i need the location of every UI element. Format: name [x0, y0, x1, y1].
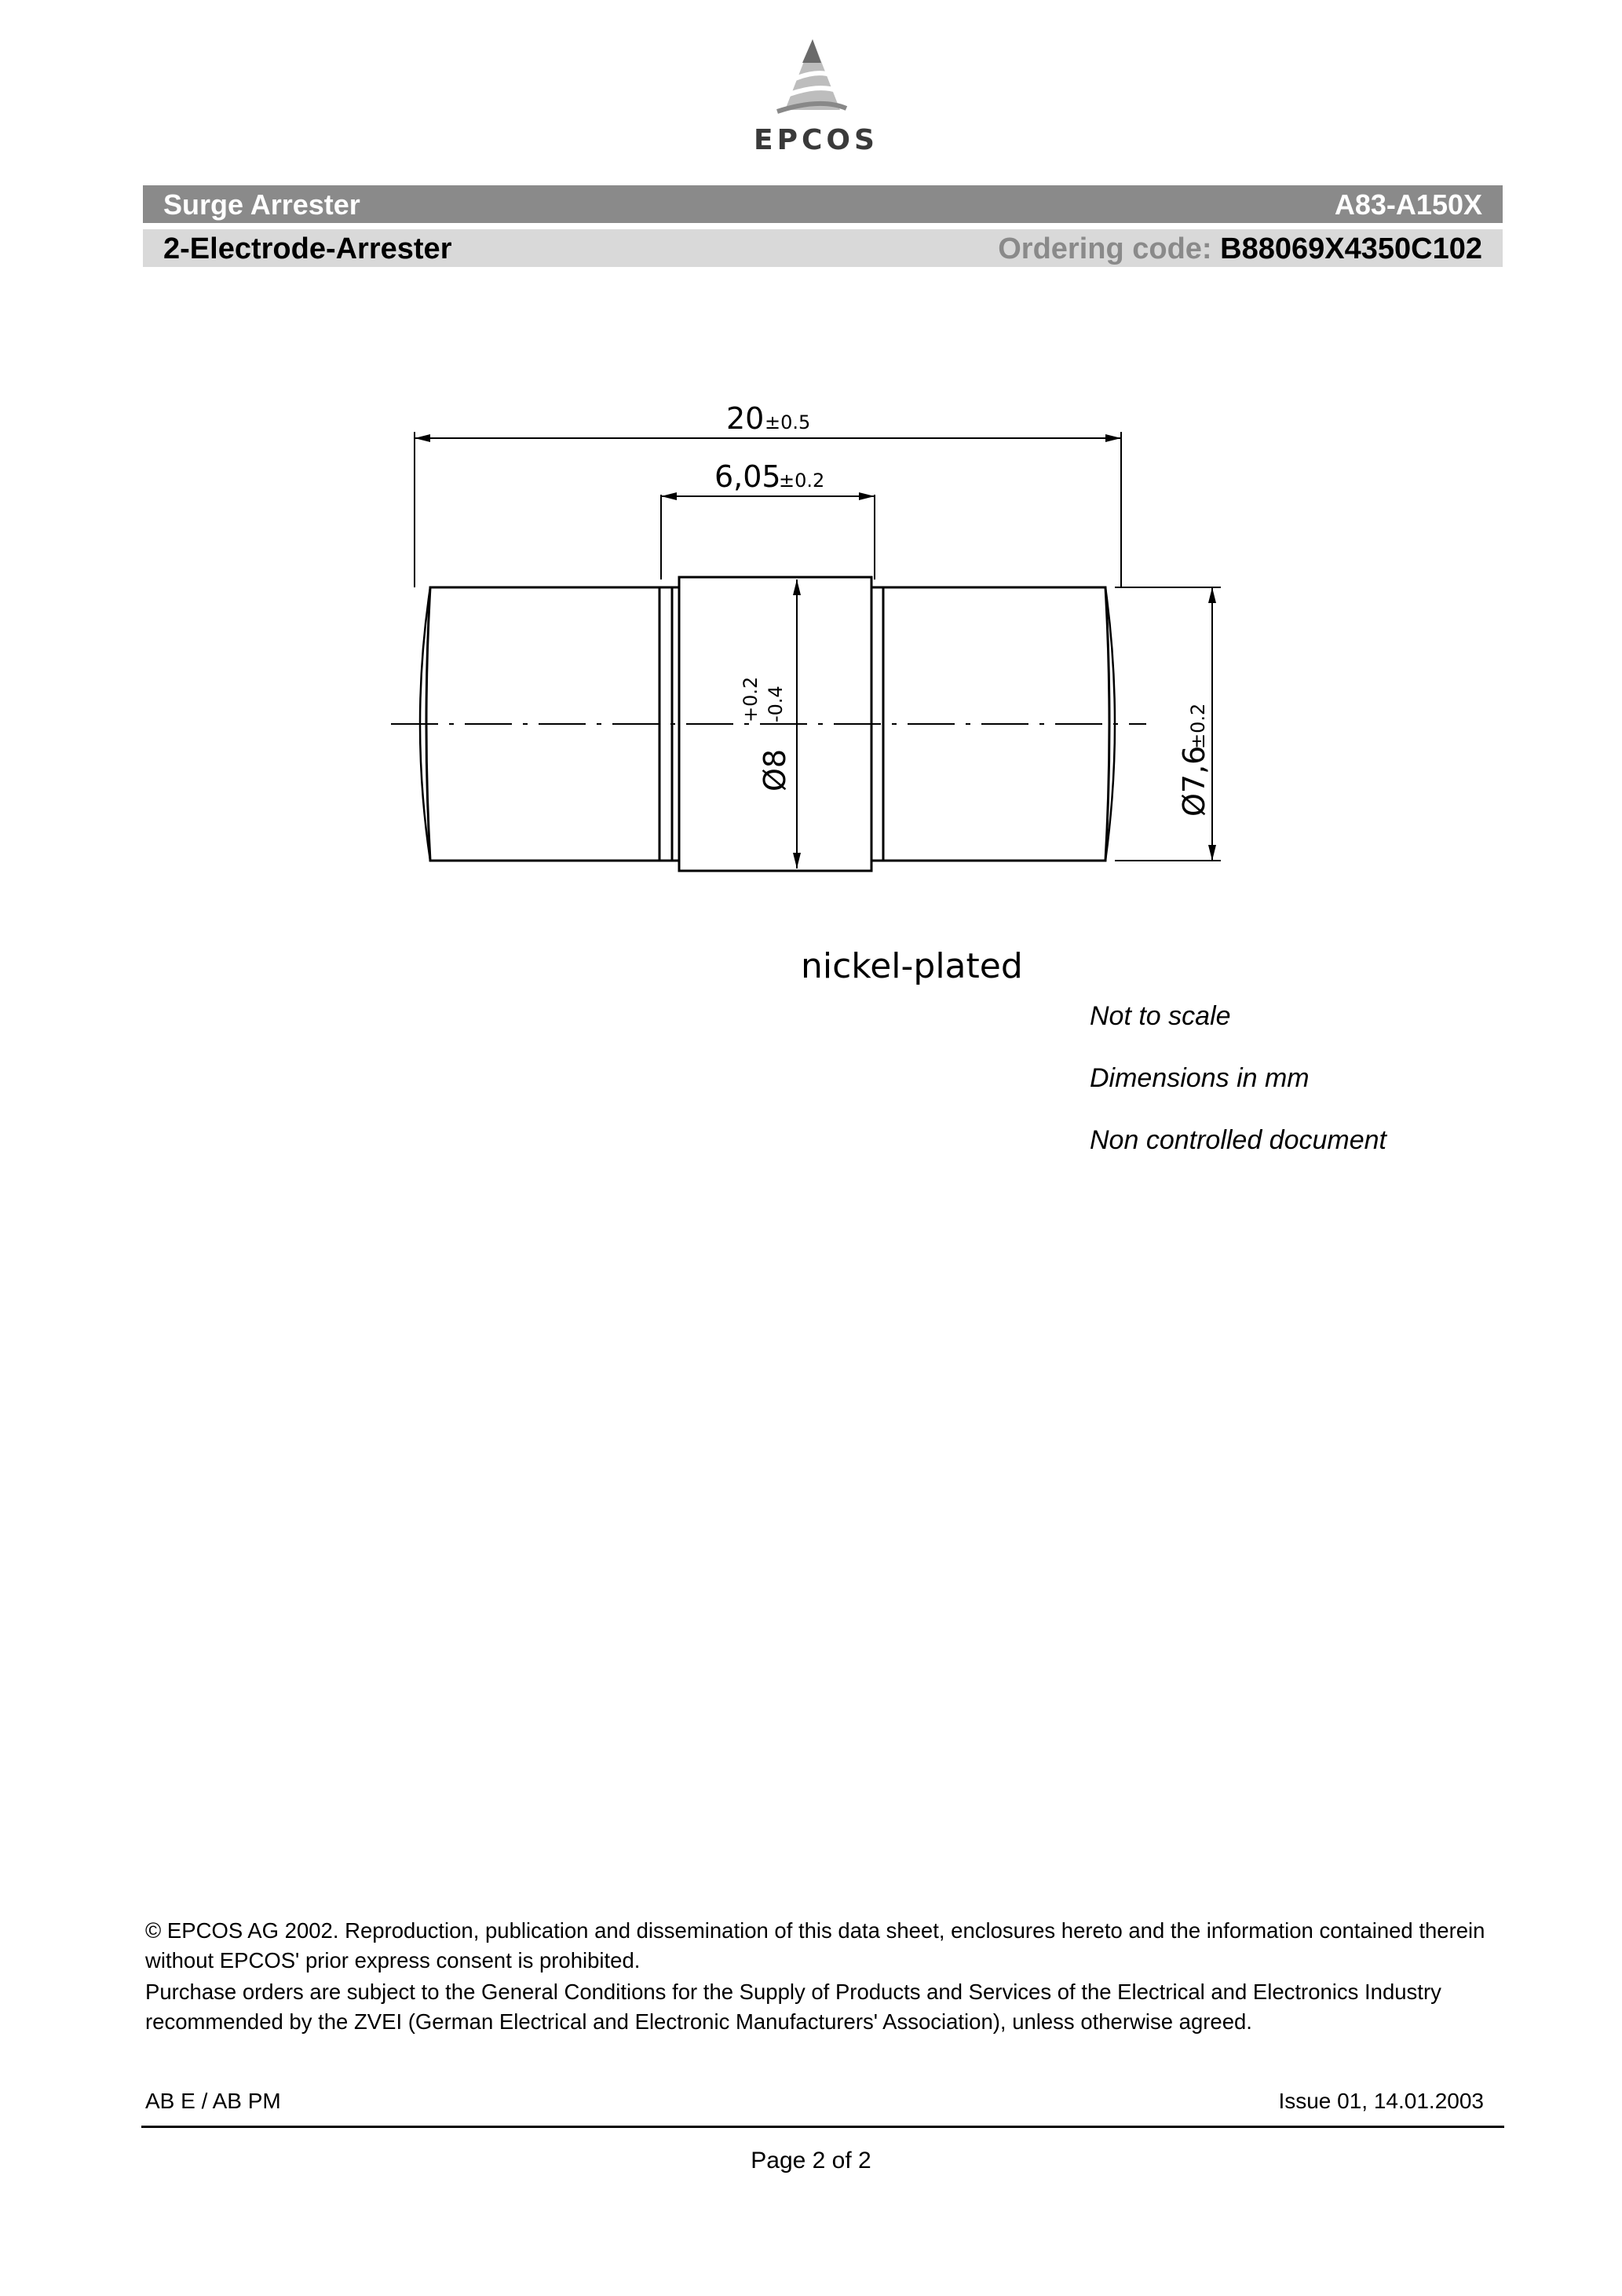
finish-label: nickel-plated	[801, 946, 1023, 986]
product-subtitle: 2-Electrode-Arrester	[163, 232, 452, 265]
ordering-code-group	[998, 232, 1482, 266]
dim-center-label: 6,05	[714, 459, 781, 494]
page-number: Page 2 of 2	[751, 2148, 871, 2174]
copyright-notice: © EPCOS AG 2002. Reproduction, publication and dissemination of this data sheet, enclosures hereto and the information contained therein without EPCOS' prior express consent is prohibited.	[145, 1918, 1485, 1972]
note-units: Dimensions in mm	[1090, 1063, 1310, 1093]
notes	[1090, 1001, 1386, 1187]
dim-dia-center-label: Ø8	[758, 748, 792, 792]
epcos-logo	[754, 31, 879, 157]
dim-length-tol: ±0.5	[765, 411, 811, 433]
note-control: Non controlled document	[1090, 1125, 1387, 1155]
dim-length-label: 20	[726, 401, 765, 436]
dim-dia-end-label: Ø7,6	[1177, 745, 1211, 817]
subtitle-bar	[143, 229, 1503, 267]
issue-date: Issue 01, 14.01.2003	[1278, 2089, 1484, 2113]
department-code: AB E / AB PM	[145, 2089, 281, 2113]
part-number: A83-A150X	[1334, 188, 1482, 221]
product-category: Surge Arrester	[163, 188, 360, 221]
note-scale: Not to scale	[1090, 1001, 1231, 1031]
footer-rule	[141, 2126, 1504, 2128]
title-bar	[143, 185, 1503, 223]
dim-dia-center-tol-minus: -0.4	[765, 686, 787, 722]
dim-dia-center-tol-plus: +0.2	[740, 676, 762, 722]
dimension-drawing	[377, 385, 1272, 887]
dim-center-tol: ±0.2	[779, 470, 825, 492]
logo-text: EPCOS	[754, 124, 879, 156]
dim-dia-end-tol: ±0.2	[1187, 703, 1209, 749]
ordering-code: B88069X4350C102	[1220, 232, 1482, 265]
legal-text	[145, 1916, 1503, 2038]
ordering-code-label: Ordering code:	[998, 232, 1212, 265]
purchase-terms: Purchase orders are subject to the General Conditions for the Supply of Products and Services of the Electrical and Electronics Industry recommended by the ZVEI (German Electrical and Electronic Manufacturers' Association), unless otherwise agreed.	[145, 1980, 1441, 2034]
epcos-pyramid-icon	[754, 31, 871, 124]
